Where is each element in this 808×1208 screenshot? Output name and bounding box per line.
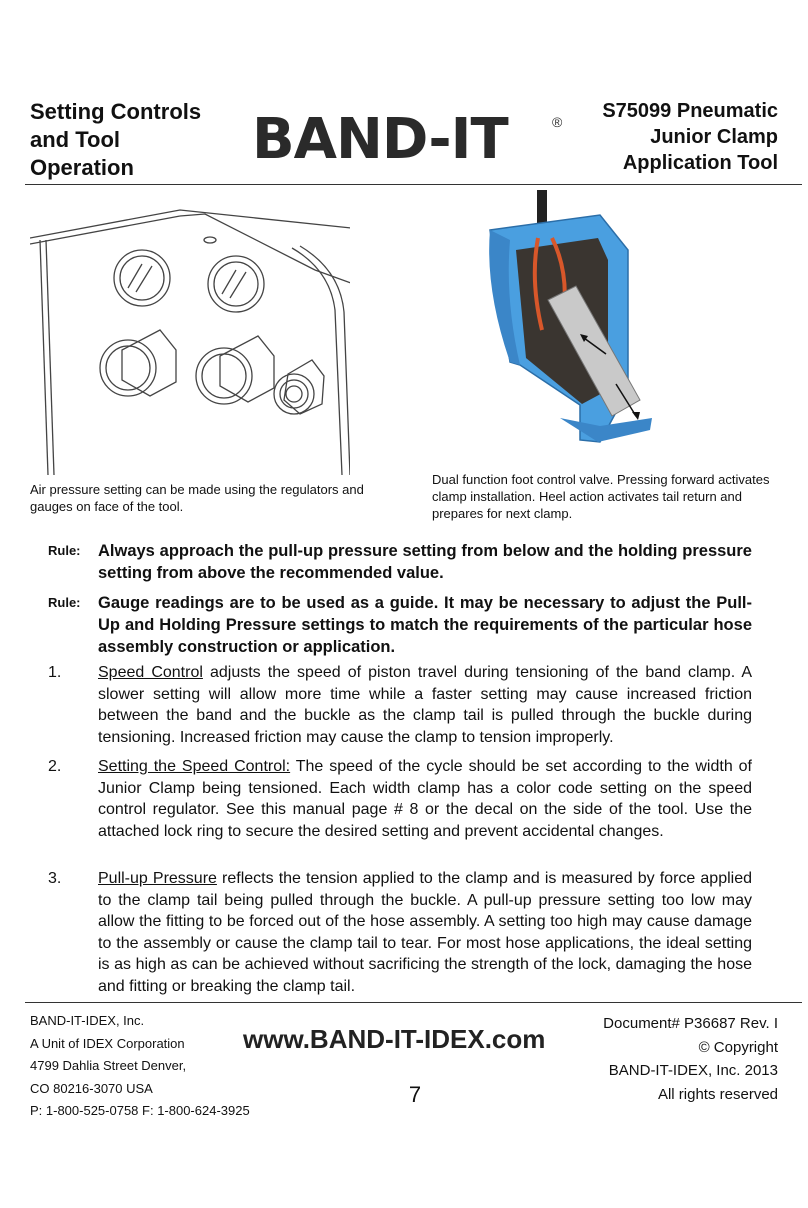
document-info	[538, 1012, 778, 1106]
address-line: P: 1-800-525-0758 F: 1-800-624-3925	[30, 1103, 250, 1118]
item-term: Setting the Speed Control:	[98, 758, 291, 775]
page-number: 7	[408, 1082, 422, 1107]
item-number: 1.	[48, 664, 62, 681]
item-text: adjusts the speed of piston travel during tensioning of the band clamp. A slower setting will allow more time while a faster setting may cause increased friction between the band and the buckle as the clamp tail is pulled through the buckle during tensioning. Increased friction may cause the clamp to tension improperly.	[98, 664, 753, 746]
rule-text: Gauge readings are to be used as a guide. It may be necessary to adjust the Pull-Up and Holding Pressure settings to match the requirements of the particular hose assembly construction or application.	[98, 594, 752, 656]
rule-text: Always approach the pull-up pressure setting from below and the holding pressure setting from above the recommended value.	[98, 542, 752, 582]
header-left-line: Operation	[30, 155, 134, 180]
rule-label: Rule:	[48, 543, 81, 558]
rule-label: Rule:	[48, 595, 81, 610]
header-right-line: Junior Clamp	[650, 126, 778, 148]
header-left-title	[30, 98, 260, 182]
numbered-item	[48, 756, 752, 842]
item-text: reflects the tension applied to the clamp and is measured by force applied to the clamp tail being pulled through the buckle. A pull-up pressure setting too low may allow the fitting to be forced out of the hose assembly. A setting too high may cause damage to the assembly or cause the clamp tail to tear. For most hose applications, the ideal setting is as high as can be achieved without sacrificing the strength of the lock, damaging the hose and fitting or breaking the clamp tail.	[98, 870, 752, 995]
header-left-line: Setting Controls	[30, 99, 202, 124]
item-number: 3.	[48, 870, 62, 887]
logo-registered-mark: ®	[552, 114, 563, 130]
item-term: Speed Control	[98, 664, 203, 681]
website-url: www.BAND-IT-IDEX.com	[243, 1024, 546, 1054]
header-right-line: Application Tool	[622, 152, 778, 174]
item-body	[98, 662, 752, 748]
header-right-line: S75099 Pneumatic	[602, 100, 778, 122]
band-it-logo	[252, 107, 572, 172]
numbered-item	[48, 662, 752, 748]
footer-divider	[25, 1002, 802, 1003]
numbered-item	[48, 868, 752, 997]
address-line: CO 80216-3070 USA	[30, 1080, 153, 1096]
foot-control-valve-illustration	[480, 190, 680, 455]
rule-block	[48, 592, 752, 658]
item-term: Pull-up Pressure	[98, 870, 217, 887]
doc-line: All rights reserved	[657, 1085, 778, 1103]
item-body	[98, 868, 752, 997]
address-line: 4799 Dahlia Street Denver,	[30, 1058, 187, 1073]
doc-line: Document# P36687 Rev. I	[603, 1015, 778, 1032]
doc-line: © Copyright	[698, 1038, 778, 1056]
right-figure-caption: Dual function foot control valve. Pressing forward activates clamp installation. Heel action activates tail return and prepares for next clamp.	[432, 472, 770, 521]
left-figure-caption: Air pressure setting can be made using the regulators and gauges on face of the tool.	[30, 482, 364, 514]
item-text: The speed of the cycle should be set according to the width of Junior Clamp being tensioned. Each width clamp has a color code setting on the speed control regulator. See this manual page # 8 or the decal on the side of the tool. Use the attached lock ring to secure the desired setting and prevent accidental changes.	[98, 758, 752, 840]
doc-line: BAND-IT-IDEX, Inc. 2013	[608, 1062, 778, 1079]
tool-face-illustration	[30, 200, 350, 475]
item-number: 2.	[48, 758, 62, 775]
logo-text: BAND-IT	[252, 107, 508, 172]
address-line: A Unit of IDEX Corporation	[30, 1035, 185, 1051]
header-right-title	[548, 98, 778, 176]
header-left-line: and Tool	[30, 127, 121, 152]
address-line: BAND-IT-IDEX, Inc.	[30, 1013, 145, 1028]
item-body	[98, 756, 752, 842]
header-divider	[25, 184, 802, 185]
rule-block	[48, 540, 752, 584]
